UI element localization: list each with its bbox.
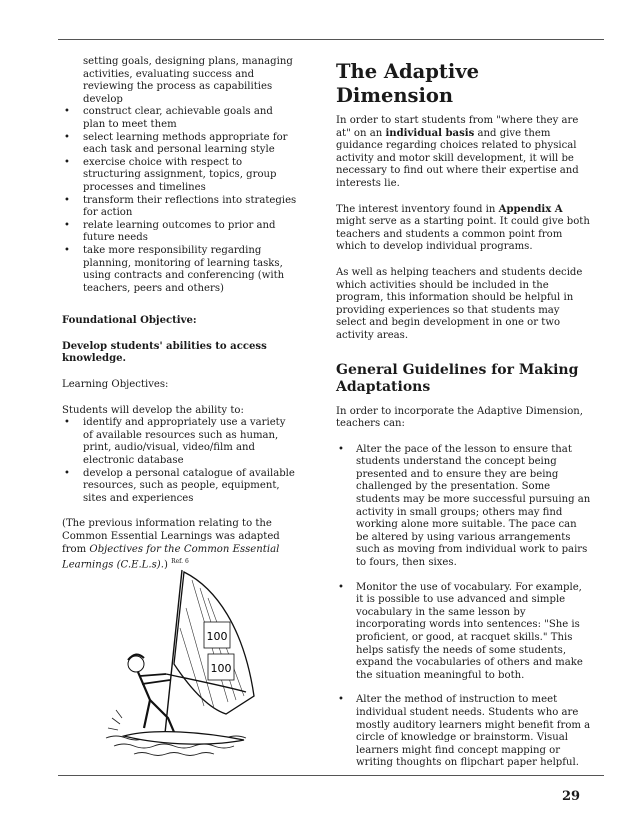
top-rule (58, 39, 604, 40)
list-item: • select learning methods appropriate for each task and personal learning style (62, 132, 298, 157)
paragraph-4: In order to incorporate the Adaptive Dimension, teachers can: (336, 405, 584, 430)
paragraph-1 (336, 115, 592, 191)
students-will-text: Students will develop the ability to: (62, 404, 244, 416)
learning-objectives-label: Learning Objectives: (62, 379, 169, 391)
paragraph-3: As well as helping teachers and students decide which activities should be included in the program, this information should be helpful in providing experiences so that students may select and begin development in one or two activity areas. (336, 266, 583, 341)
reference-mark: Ref. 6 (171, 558, 189, 566)
paragraph-2-text: The interest inventory found in (336, 203, 499, 215)
source-note-title: Objectives for the Common Essential Learnings (C.E.L.s). (62, 543, 280, 571)
list-item: • construct clear, achievable goals and plan to meet them (62, 106, 298, 131)
objective-heading: Develop students' abilities to access knowledge. (62, 340, 267, 365)
list-item: • Alter the pace of the lesson to ensure that students understand the concept being presented and to ensure they are being challenged by the presentation. Some students may be more successful pursuing an activity in small groups; others may find working alone more suitable. The pace can be altered by using various arrangements such as moving from individual work to pairs to fours, then sixes. (336, 444, 592, 570)
foundational-heading: Foundational Objective: (62, 315, 197, 327)
left-column (62, 56, 298, 572)
sail-number-bottom: 100 (210, 662, 232, 675)
list-item: • relate learning outcomes to prior and future needs (62, 220, 298, 245)
page-number: 29 (562, 789, 581, 804)
paragraph-2 (336, 204, 592, 254)
section-title: The Adaptive Dimension (336, 60, 480, 107)
list-item: • take more responsibility regarding planning, monitoring of learning tasks, using contracts and conferencing (with teachers, peers and others) (62, 245, 298, 295)
source-note-text: (The previous information relating to the Common Essential Learnings was adapted from (62, 518, 280, 555)
paragraph-1-text-end: and give them guidance regarding choices related to physical activity and motor skill development, it will be necessary to find out where their expertise and interests lie. (336, 127, 579, 189)
list-item: • identify and appropriately use a variety of available resources such as human, print, audio/visual, video/film and electronic database (62, 417, 298, 467)
bottom-rule (58, 775, 604, 776)
guideline-list (336, 444, 592, 770)
subsection-title: General Guidelines for Making Adaptations (336, 361, 579, 395)
windsurfer-illustration (104, 568, 266, 758)
list-item: • Alter the method of instruction to meet individual student needs. Students who are mostly auditory learners might benefit from a circle of knowledge or brainstorm. Visual learners might find concept mapping or writing thoughts on flipchart paper helpful. (336, 694, 592, 770)
appendix-reference: Appendix A (498, 203, 563, 215)
continued-text: setting goals, designing plans, managing activities, evaluating success and reviewing the process as capabilities develop (83, 56, 293, 105)
emphasis-text: individual basis (385, 127, 475, 139)
bullet-list-1 (62, 106, 298, 295)
right-column (336, 56, 592, 770)
source-note-close: ) (163, 559, 168, 571)
source-note (62, 518, 298, 572)
sail-number-top: 100 (206, 630, 228, 643)
list-item: • transform their reflections into strategies for action (62, 195, 298, 220)
list-item: • exercise choice with respect to structuring assignment, topics, group processes and timelines (62, 157, 298, 195)
paragraph-2-text-end: might serve as a starting point. It could give both teachers and students a common point from which to develop individual programs. (336, 216, 590, 253)
list-item: • develop a personal catalogue of available resources, such as people, equipment, sites and experiences (62, 468, 298, 506)
paragraph-1-text: In order to start students from "where they are at" on an (336, 115, 579, 139)
bullet-list-2 (62, 417, 298, 505)
list-item: • Monitor the use of vocabulary. For example, it is possible to use advanced and simple vocabulary in the same lesson by incorporating words into sentences: "She is proficient, or good, at racquet skills." This helps satisfy the needs of some students, expand the vocabularies of others and make the situation meaningful to both. (336, 582, 592, 683)
